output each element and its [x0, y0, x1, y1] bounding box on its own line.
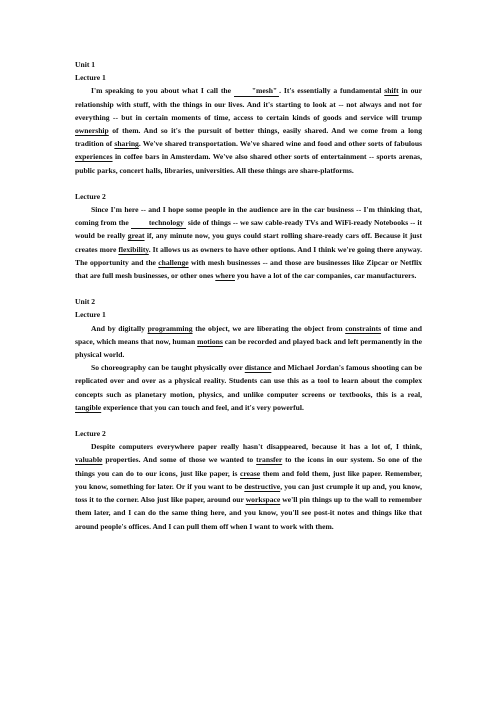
filled-answer: distance [244, 363, 272, 373]
text-run: . It's essentially a fundamental [279, 86, 385, 96]
text-run: And by digitally [91, 323, 148, 333]
lecture-heading: Lecture 2 [75, 429, 106, 439]
lecture-gap [75, 414, 422, 427]
filled-answer: tangible [75, 402, 102, 412]
unit-heading: Unit 2 [75, 297, 96, 307]
text-run: and Michael Jordan's famous shooting can be replicated over and over as a physical reality. Students can use this as a tool to learn about the complex concepts such as planetary motion, physics, and unlike computer screens or textbooks, this is a real, [75, 363, 422, 399]
filled-blank: technology [131, 218, 186, 229]
lecture-paragraph [75, 203, 422, 282]
text-run: them and fold them, just like paper. Remember, you know, something for later. Or if you want to be [75, 468, 422, 491]
filled-answer: constraints [345, 323, 382, 333]
text-run: we'll pin things up to the wall to remember them later, and I can do the same thing here, and you know, you'll see post-it notes and things like that around people's offices. And I can pull them off when I want to work with them. [75, 495, 422, 531]
filled-blank: "mesh" [234, 86, 279, 97]
text-run: of them. And so it's the pursuit of better things, easily shared. And we come from a long tradition of [75, 126, 422, 149]
lecture-paragraph [75, 440, 422, 532]
text-run: in our relationship with stuff, with the things in our lives. And it's starting to look at -- not always and not for everything -- but in certain moments of time, access to certain kinds of goods and service will trump [75, 86, 423, 122]
section-gap [75, 282, 422, 295]
text-run: Despite computers everywhere paper really hasn't disappeared, because it has a lot of, I think, [91, 442, 422, 452]
filled-answer: workspace [245, 495, 281, 505]
lecture-paragraph [75, 84, 422, 176]
lecture-gap [75, 177, 422, 190]
text-run: with mesh businesses -- and those are businesses like Zipcar or Netflix that are full mesh businesses, or other ones [75, 257, 422, 281]
text-run: . We've shared transportation. We've shared wine and food and other sorts of fabulous [138, 139, 422, 149]
text-run: I'm speaking to you about what I call the [91, 86, 234, 96]
text-run: to the icons in our system. So one of the things you can do to our icons, just like paper, is [75, 455, 422, 478]
text-run: side of things -- we saw cable-ready TVs and WiFi-ready Notebooks -- it would be really [75, 218, 422, 241]
text-run: can be recorded and played back and left permanently in the physical world. [75, 336, 422, 360]
lecture-heading: Lecture 1 [75, 73, 106, 83]
filled-answer: challenge [158, 257, 189, 267]
filled-answer: shift [384, 86, 399, 96]
filled-answer: crease [240, 468, 261, 478]
text-run: you have a lot of the car companies, car manufacturers. [234, 271, 417, 281]
unit-heading: Unit 1 [75, 60, 96, 69]
text-run: the object, we are liberating the object from [192, 323, 346, 333]
text-run: in coffee bars in Amsterdam. We've also shared other sorts of entertainment -- sports arenas, public parks, concert halls, libraries, universities. All these things are share-platforms. [75, 152, 422, 175]
text-run: if, any minute now, you guys could start rolling share-ready cars off. Because it just creates more [75, 231, 422, 254]
lecture-heading: Lecture 1 [75, 310, 106, 320]
filled-answer: programming [147, 323, 193, 333]
filled-answer: destructive [244, 481, 281, 491]
filled-answer: ownership [75, 126, 109, 136]
text-run: . It allows us as owners to have other options. And I think we're going there anyway. The opportunity and the [75, 244, 422, 267]
filled-answer: experiences [75, 152, 113, 162]
text-run: of time and space, which means that now, human [75, 323, 422, 346]
text-run: So choreography can be taught physically over [91, 363, 245, 373]
text-run: properties. And some of those we wanted to [102, 455, 257, 465]
lecture-heading: Lecture 2 [75, 191, 106, 201]
filled-answer: valuable [75, 455, 103, 465]
filled-answer: great [127, 231, 145, 241]
filled-answer: where [215, 271, 235, 281]
filled-answer: transfer [256, 455, 283, 465]
text-run: experience that you can touch and feel, and it's very powerful. [101, 402, 304, 412]
lecture-paragraph [75, 361, 422, 414]
text-run: , you can just crumple it up and, you know, toss it to the corner. Also just like paper, around our [75, 481, 422, 505]
filled-answer: sharing [114, 139, 139, 149]
filled-answer: flexibility [118, 244, 149, 254]
filled-answer: motions [197, 336, 223, 346]
text-run: Since I'm here -- and I hope some people in the audience are in the car business -- I'm thinking that, coming from the [75, 205, 422, 228]
lecture-paragraph [75, 322, 422, 362]
